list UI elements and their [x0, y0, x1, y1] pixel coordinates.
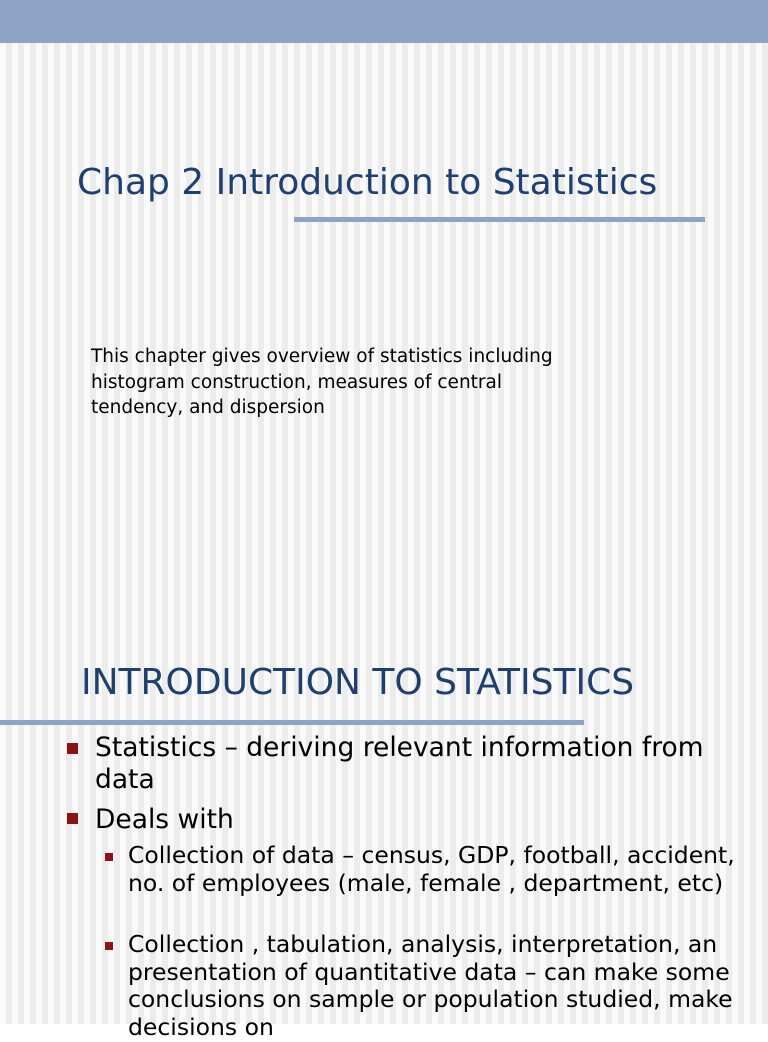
bullet-item: Deals with	[95, 804, 234, 835]
sub-bullet-marker	[105, 942, 113, 950]
bullet-marker	[67, 813, 78, 824]
slide-2	[0, 576, 768, 1042]
bullet-item: Statistics – deriving relevant information from data	[95, 732, 704, 795]
sub-bullet-marker	[105, 853, 113, 861]
header-band	[0, 0, 768, 43]
slide-2-title: INTRODUCTION TO STATISTICS	[81, 662, 635, 703]
sub-bullet-item: Collection , tabulation, analysis, interpretation, an presentation of quantitative data – can make some conclusions on sample or population studied, make decisions on	[128, 930, 733, 1042]
title-underline	[294, 217, 705, 222]
bullet-marker	[67, 743, 78, 754]
slide-1-title: Chap 2 Introduction to Statistics	[77, 162, 658, 203]
slide-1-subtitle: This chapter gives overview of statistics including histogram construction, measures of central tendency, and dispersion	[91, 346, 553, 419]
sub-bullet-item: Collection of data – census, GDP, football, accident, no. of employees (male, female , department, etc)	[128, 841, 735, 897]
title-underline	[0, 720, 584, 725]
